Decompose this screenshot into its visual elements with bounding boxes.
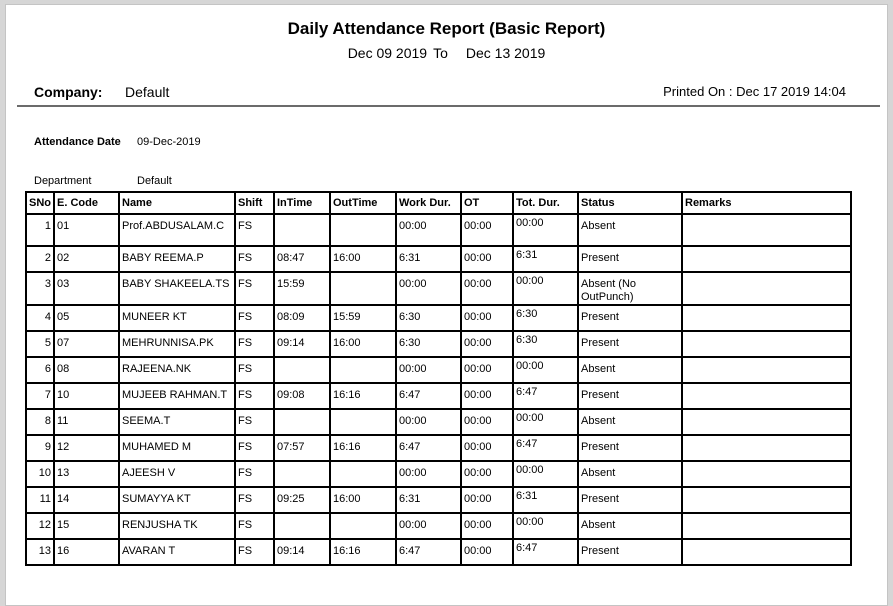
cell-remarks <box>682 461 851 487</box>
header-name: Name <box>119 192 235 214</box>
cell-sno: 8 <box>26 409 54 435</box>
cell-status: Present <box>578 487 682 513</box>
cell-in: 07:57 <box>274 435 330 461</box>
cell-code: 12 <box>54 435 119 461</box>
cell-status: Present <box>578 246 682 272</box>
table-row <box>26 409 851 435</box>
header-intime: InTime <box>274 192 330 214</box>
cell-status: Present <box>578 331 682 357</box>
cell-status: Absent (No OutPunch) <box>578 272 682 305</box>
cell-code: 14 <box>54 487 119 513</box>
cell-shift: FS <box>235 357 274 383</box>
cell-sno: 5 <box>26 331 54 357</box>
cell-sno: 13 <box>26 539 54 565</box>
cell-ot: 00:00 <box>461 383 513 409</box>
cell-ot: 00:00 <box>461 305 513 331</box>
cell-name: MEHRUNNISA.PK <box>119 331 235 357</box>
cell-shift: FS <box>235 305 274 331</box>
cell-name: SUMAYYA KT <box>119 487 235 513</box>
cell-work: 6:30 <box>396 305 461 331</box>
table-row <box>26 272 851 305</box>
cell-work: 00:00 <box>396 513 461 539</box>
cell-out: 16:16 <box>330 435 396 461</box>
cell-code: 05 <box>54 305 119 331</box>
cell-name: MUHAMED M <box>119 435 235 461</box>
header-workdur: Work Dur. <box>396 192 461 214</box>
cell-sno: 6 <box>26 357 54 383</box>
table-row <box>26 461 851 487</box>
cell-tot: 00:00 <box>513 272 578 305</box>
cell-work: 6:47 <box>396 383 461 409</box>
cell-tot: 6:47 <box>513 383 578 409</box>
cell-ot: 00:00 <box>461 409 513 435</box>
cell-name: RAJEENA.NK <box>119 357 235 383</box>
cell-work: 00:00 <box>396 214 461 246</box>
header-divider <box>17 105 880 107</box>
cell-tot: 00:00 <box>513 461 578 487</box>
cell-sno: 10 <box>26 461 54 487</box>
cell-ot: 00:00 <box>461 246 513 272</box>
cell-name: SEEMA.T <box>119 409 235 435</box>
cell-status: Present <box>578 435 682 461</box>
cell-status: Present <box>578 539 682 565</box>
cell-code: 03 <box>54 272 119 305</box>
cell-sno: 9 <box>26 435 54 461</box>
cell-work: 6:47 <box>396 435 461 461</box>
cell-in: 08:09 <box>274 305 330 331</box>
cell-shift: FS <box>235 272 274 305</box>
date-from: Dec 09 2019 <box>347 45 428 61</box>
cell-ot: 00:00 <box>461 331 513 357</box>
cell-work: 00:00 <box>396 461 461 487</box>
cell-in: 09:14 <box>274 331 330 357</box>
table-row <box>26 383 851 409</box>
cell-sno: 12 <box>26 513 54 539</box>
cell-tot: 00:00 <box>513 409 578 435</box>
cell-work: 00:00 <box>396 272 461 305</box>
cell-remarks <box>682 214 851 246</box>
cell-remarks <box>682 357 851 383</box>
cell-remarks <box>682 383 851 409</box>
cell-in <box>274 513 330 539</box>
cell-remarks <box>682 246 851 272</box>
cell-name: AVARAN T <box>119 539 235 565</box>
to-label: To <box>433 45 448 61</box>
cell-status: Present <box>578 305 682 331</box>
cell-in: 09:14 <box>274 539 330 565</box>
cell-remarks <box>682 331 851 357</box>
cell-in <box>274 409 330 435</box>
cell-out <box>330 357 396 383</box>
attendance-table <box>25 191 852 566</box>
header-totdur: Tot. Dur. <box>513 192 578 214</box>
cell-code: 02 <box>54 246 119 272</box>
cell-out <box>330 214 396 246</box>
cell-in <box>274 214 330 246</box>
cell-name: BABY REEMA.P <box>119 246 235 272</box>
cell-out <box>330 272 396 305</box>
cell-sno: 11 <box>26 487 54 513</box>
cell-out: 16:16 <box>330 539 396 565</box>
cell-shift: FS <box>235 383 274 409</box>
header-remarks: Remarks <box>682 192 851 214</box>
header-outtime: OutTime <box>330 192 396 214</box>
cell-shift: FS <box>235 435 274 461</box>
cell-work: 6:47 <box>396 539 461 565</box>
cell-out: 16:00 <box>330 487 396 513</box>
cell-name: RENJUSHA TK <box>119 513 235 539</box>
cell-code: 15 <box>54 513 119 539</box>
header-status: Status <box>578 192 682 214</box>
cell-code: 10 <box>54 383 119 409</box>
cell-tot: 00:00 <box>513 513 578 539</box>
cell-code: 16 <box>54 539 119 565</box>
cell-shift: FS <box>235 513 274 539</box>
table-header-row <box>26 192 851 214</box>
cell-in: 08:47 <box>274 246 330 272</box>
cell-ot: 00:00 <box>461 513 513 539</box>
cell-in <box>274 357 330 383</box>
cell-shift: FS <box>235 461 274 487</box>
header-ecode: E. Code <box>54 192 119 214</box>
cell-remarks <box>682 487 851 513</box>
cell-code: 08 <box>54 357 119 383</box>
table-row <box>26 357 851 383</box>
cell-in: 09:25 <box>274 487 330 513</box>
date-to: Dec 13 2019 <box>465 45 546 61</box>
cell-work: 00:00 <box>396 357 461 383</box>
cell-sno: 2 <box>26 246 54 272</box>
cell-name: AJEESH V <box>119 461 235 487</box>
table-row <box>26 214 851 246</box>
cell-in: 15:59 <box>274 272 330 305</box>
cell-shift: FS <box>235 409 274 435</box>
header-shift: Shift <box>235 192 274 214</box>
cell-remarks <box>682 272 851 305</box>
cell-name: MUJEEB RAHMAN.T <box>119 383 235 409</box>
cell-in <box>274 461 330 487</box>
cell-sno: 4 <box>26 305 54 331</box>
cell-remarks <box>682 539 851 565</box>
cell-status: Present <box>578 383 682 409</box>
cell-tot: 00:00 <box>513 214 578 246</box>
printed-on: Printed On : Dec 17 2019 14:04 <box>663 84 846 99</box>
cell-status: Absent <box>578 409 682 435</box>
cell-code: 13 <box>54 461 119 487</box>
table-row <box>26 305 851 331</box>
cell-name: MUNEER KT <box>119 305 235 331</box>
table-row <box>26 331 851 357</box>
cell-status: Absent <box>578 461 682 487</box>
cell-status: Absent <box>578 357 682 383</box>
cell-sno: 3 <box>26 272 54 305</box>
attendance-date-label: Attendance Date <box>34 136 121 148</box>
table-row <box>26 487 851 513</box>
cell-tot: 6:30 <box>513 331 578 357</box>
date-range <box>6 45 887 61</box>
cell-name: Prof.ABDUSALAM.C <box>119 214 235 246</box>
cell-tot: 6:47 <box>513 539 578 565</box>
cell-shift: FS <box>235 246 274 272</box>
table-row <box>26 513 851 539</box>
cell-shift: FS <box>235 539 274 565</box>
table-row <box>26 246 851 272</box>
cell-status: Absent <box>578 513 682 539</box>
department-value: Default <box>137 175 172 187</box>
report-title: Daily Attendance Report (Basic Report) <box>287 19 606 38</box>
cell-ot: 00:00 <box>461 357 513 383</box>
cell-sno: 7 <box>26 383 54 409</box>
cell-ot: 00:00 <box>461 487 513 513</box>
cell-out <box>330 461 396 487</box>
cell-tot: 00:00 <box>513 357 578 383</box>
cell-out: 15:59 <box>330 305 396 331</box>
cell-out <box>330 409 396 435</box>
cell-remarks <box>682 513 851 539</box>
cell-remarks <box>682 305 851 331</box>
cell-code: 11 <box>54 409 119 435</box>
cell-work: 6:31 <box>396 246 461 272</box>
cell-out: 16:00 <box>330 331 396 357</box>
cell-out: 16:16 <box>330 383 396 409</box>
cell-out: 16:00 <box>330 246 396 272</box>
cell-shift: FS <box>235 487 274 513</box>
cell-in: 09:08 <box>274 383 330 409</box>
cell-ot: 00:00 <box>461 539 513 565</box>
cell-ot: 00:00 <box>461 272 513 305</box>
cell-tot: 6:31 <box>513 487 578 513</box>
department-label: Department <box>34 175 92 187</box>
header-ot: OT <box>461 192 513 214</box>
cell-ot: 00:00 <box>461 435 513 461</box>
cell-shift: FS <box>235 331 274 357</box>
cell-work: 6:31 <box>396 487 461 513</box>
company-label: Company: <box>34 84 103 100</box>
cell-tot: 6:47 <box>513 435 578 461</box>
cell-tot: 6:30 <box>513 305 578 331</box>
table-row <box>26 539 851 565</box>
attendance-date-value: 09-Dec-2019 <box>137 136 201 148</box>
company-value: Default <box>125 84 170 100</box>
cell-remarks <box>682 409 851 435</box>
cell-work: 00:00 <box>396 409 461 435</box>
cell-name: BABY SHAKEELA.TS <box>119 272 235 305</box>
cell-remarks <box>682 435 851 461</box>
cell-sno: 1 <box>26 214 54 246</box>
cell-code: 07 <box>54 331 119 357</box>
cell-shift: FS <box>235 214 274 246</box>
cell-status: Absent <box>578 214 682 246</box>
cell-ot: 00:00 <box>461 461 513 487</box>
cell-tot: 6:31 <box>513 246 578 272</box>
cell-ot: 00:00 <box>461 214 513 246</box>
header-sno: SNo <box>26 192 54 214</box>
cell-out <box>330 513 396 539</box>
table-row <box>26 435 851 461</box>
cell-work: 6:30 <box>396 331 461 357</box>
cell-code: 01 <box>54 214 119 246</box>
